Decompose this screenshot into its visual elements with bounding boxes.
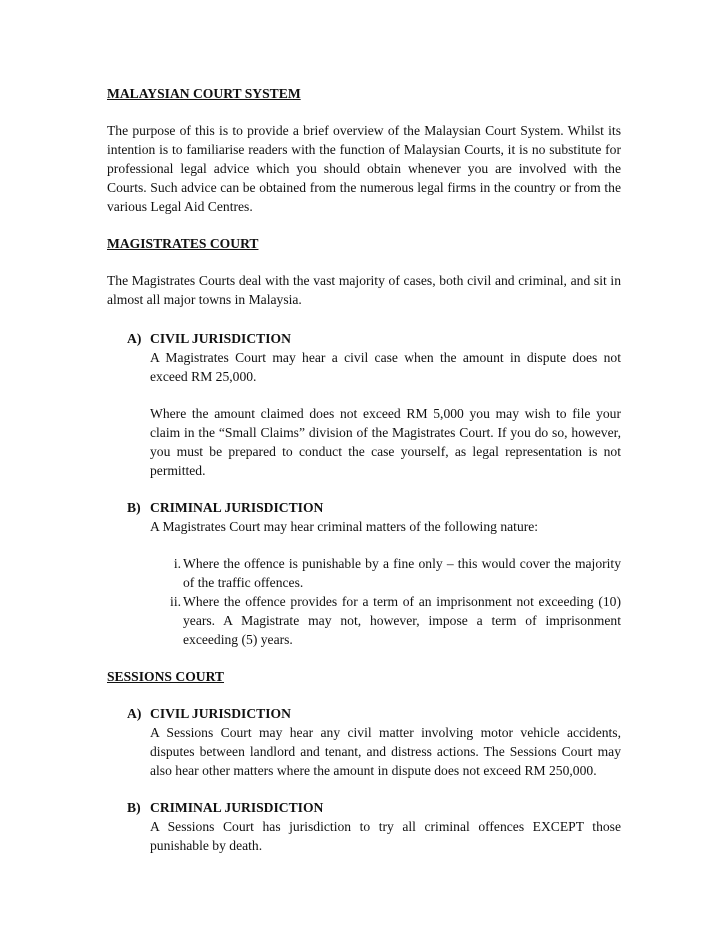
sessions-civil-p1: A Sessions Court may hear any civil matter involving motor vehicle accidents, disputes between landlord and tenant, and distress actions. The Sessions Court may also hear other matters where the amount in dispute does not exceed RM 250,000. <box>150 725 621 778</box>
magistrates-civil-p2: Where the amount claimed does not exceed RM 5,000 you may wish to file your claim in the “Small Claims” division of the Magistrates Court. If you do so, however, you must be prepared to conduct the case yourself, as legal representation is not permitted. <box>150 406 621 478</box>
document-title: MALAYSIAN COURT SYSTEM <box>107 86 301 101</box>
magistrates-civil-p1: A Magistrates Court may hear a civil case when the amount in dispute does not exceed RM 25,000. <box>150 350 621 384</box>
section-marker: B) <box>127 800 141 815</box>
sessions-heading: SESSIONS COURT <box>107 669 225 684</box>
magistrates-heading: MAGISTRATES COURT <box>107 236 259 251</box>
roman-list-item <box>107 592 621 649</box>
magistrates-civil-title: CIVIL JURISDICTION <box>150 331 291 346</box>
sessions-criminal-title: CRIMINAL JURISDICTION <box>150 800 324 815</box>
intro-paragraph: The purpose of this is to provide a brief overview of the Malaysian Court System. Whilst its intention is to familiarise readers with the function of Malaysian Courts, it is no substitute for professional legal advice which you should obtain whenever you are involved with the Courts. Such advice can be obtained from the numerous legal firms in the country or from the various Legal Aid Centres. <box>107 123 621 214</box>
magistrates-criminal-p1: A Magistrates Court may hear criminal matters of the following nature: <box>150 519 539 534</box>
magistrates-criminal-title: CRIMINAL JURISDICTION <box>150 500 324 515</box>
list-marker: ii. <box>170 594 181 609</box>
roman-list-item <box>107 554 621 592</box>
magistrates-criminal-section <box>107 498 621 536</box>
magistrates-intro: The Magistrates Courts deal with the vast majority of cases, both civil and criminal, and sit in almost all major towns in Malaysia. <box>107 273 621 307</box>
magistrates-civil-section <box>107 329 621 480</box>
sessions-civil-title: CIVIL JURISDICTION <box>150 706 291 721</box>
sessions-criminal-section <box>107 798 621 855</box>
section-marker: A) <box>127 331 142 346</box>
section-marker: B) <box>127 500 141 515</box>
list-marker: i. <box>173 556 181 571</box>
section-marker: A) <box>127 706 142 721</box>
sessions-criminal-p1: A Sessions Court has jurisdiction to try all criminal offences EXCEPT those punishable by death. <box>150 819 621 853</box>
sessions-civil-section <box>107 704 621 780</box>
list-item-text: Where the offence is punishable by a fine only – this would cover the majority of the traffic offences. <box>183 556 621 590</box>
list-item-text: Where the offence provides for a term of an imprisonment not exceeding (10) years. A Magistrate may not, however, impose a term of imprisonment exceeding (5) years. <box>183 594 621 647</box>
document-page <box>107 84 621 855</box>
